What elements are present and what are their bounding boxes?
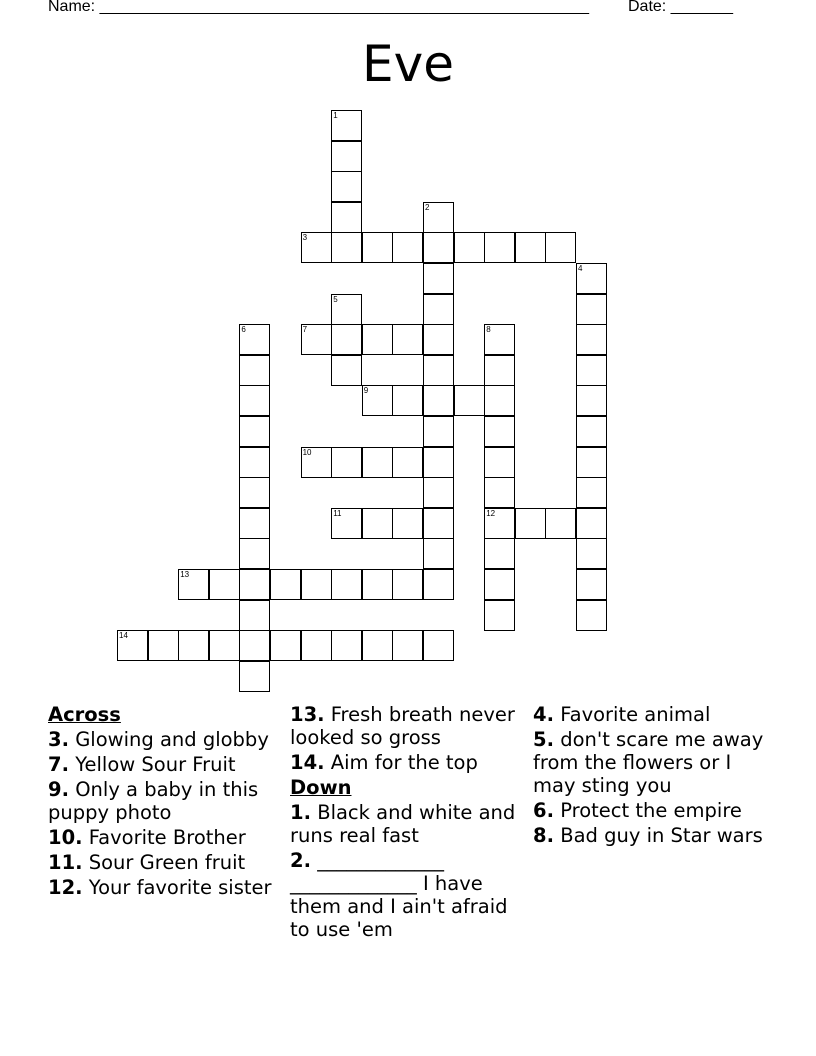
grid-cell[interactable] (362, 385, 393, 416)
grid-cell[interactable] (392, 232, 423, 263)
grid-cell[interactable] (423, 294, 454, 325)
grid-cell[interactable] (423, 385, 454, 416)
grid-cell[interactable] (484, 538, 515, 569)
clues-column-1 (48, 703, 280, 899)
grid-cell[interactable] (423, 447, 454, 478)
grid-cell[interactable] (331, 232, 362, 263)
across-clue-7: 7. Yellow Sour Fruit (48, 753, 236, 776)
cell-number: 6 (241, 325, 246, 335)
grid-cell[interactable] (423, 263, 454, 294)
cell-number: 3 (302, 233, 308, 243)
grid-cell[interactable] (331, 355, 362, 386)
clues-column-3 (533, 703, 773, 847)
grid-cell[interactable] (423, 355, 454, 386)
grid-cell[interactable] (331, 110, 362, 141)
grid-cell[interactable] (423, 630, 454, 661)
grid-cell[interactable] (392, 385, 423, 416)
grid-cell[interactable] (484, 447, 515, 478)
page-title: Eve (362, 35, 454, 93)
grid-cell[interactable] (423, 569, 454, 600)
date-field-label: Date: _______ (628, 0, 733, 15)
grid-cell[interactable] (331, 324, 362, 355)
grid-cell[interactable] (423, 477, 454, 508)
grid-cell[interactable] (362, 232, 393, 263)
grid-cell[interactable] (576, 263, 607, 294)
across-clue-11: 11. Sour Green fruit (48, 851, 246, 874)
grid-cell[interactable] (423, 508, 454, 539)
grid-cell[interactable] (392, 569, 423, 600)
grid-cell[interactable] (301, 232, 332, 263)
grid-cell[interactable] (392, 324, 423, 355)
cell-number: 12 (486, 508, 496, 518)
grid-cell[interactable] (484, 416, 515, 447)
grid-cell[interactable] (301, 569, 332, 600)
grid-cell[interactable] (239, 355, 270, 386)
across-clue-9: 9. Only a baby in this puppy photo (48, 778, 259, 824)
grid-cell[interactable] (239, 600, 270, 631)
across-clue-10: 10. Favorite Brother (48, 826, 246, 849)
grid-cell[interactable] (545, 232, 576, 263)
grid-cell[interactable] (362, 508, 393, 539)
cell-number: 11 (333, 508, 342, 518)
grid-cell[interactable] (515, 232, 546, 263)
across-clue-14: 14. Aim for the top (290, 751, 478, 774)
grid-cell[interactable] (362, 569, 393, 600)
cell-number: 7 (302, 325, 308, 335)
grid-cell[interactable] (454, 385, 485, 416)
grid-cell[interactable] (484, 477, 515, 508)
grid-cell[interactable] (484, 569, 515, 600)
grid-cell[interactable] (301, 447, 332, 478)
grid-cell[interactable] (270, 630, 301, 661)
grid-cell[interactable] (484, 385, 515, 416)
grid-cell[interactable] (239, 477, 270, 508)
grid-cell[interactable] (423, 232, 454, 263)
grid-cell[interactable] (423, 416, 454, 447)
grid-cell[interactable] (576, 324, 607, 355)
grid-cell[interactable] (576, 416, 607, 447)
grid-cell[interactable] (576, 355, 607, 386)
grid-cell[interactable] (209, 630, 240, 661)
across-clue-12: 12. Your favorite sister (48, 876, 272, 899)
grid-cell[interactable] (301, 324, 332, 355)
cell-number: 9 (363, 386, 369, 396)
grid-cell[interactable] (423, 324, 454, 355)
cell-number: 2 (425, 202, 430, 212)
grid-cell[interactable] (331, 630, 362, 661)
grid-cell[interactable] (239, 324, 270, 355)
grid-cell[interactable] (362, 630, 393, 661)
grid-cell[interactable] (331, 569, 362, 600)
cell-number: 1 (333, 111, 338, 120)
grid-cell[interactable] (484, 324, 515, 355)
grid-cell[interactable] (423, 538, 454, 569)
down-clue-4: 4. Favorite animal (533, 703, 711, 726)
cell-number: 10 (302, 447, 312, 457)
grid-cell[interactable] (423, 202, 454, 233)
cell-number: 4 (578, 264, 583, 273)
across-clue-13: 13. Fresh breath never looked so gross (290, 703, 515, 749)
grid-cell[interactable] (576, 385, 607, 416)
grid-cell[interactable] (576, 600, 607, 631)
grid-cell[interactable] (331, 202, 362, 233)
cell-number: 5 (333, 294, 338, 304)
grid-cell[interactable] (576, 294, 607, 325)
grid-cell[interactable] (484, 508, 515, 539)
cell-number: 13 (180, 570, 190, 579)
down-clue-8: 8. Bad guy in Star wars (533, 824, 763, 847)
cell-number: 8 (486, 325, 491, 335)
grid-cell[interactable] (178, 569, 209, 600)
grid-cell[interactable] (392, 447, 423, 478)
grid-cell[interactable] (239, 416, 270, 447)
across-clue-3: 3. Glowing and globby (48, 728, 269, 751)
grid-cell[interactable] (148, 630, 179, 661)
grid-cell[interactable] (239, 630, 270, 661)
down-clue-2: 2. _____________ _____________ I have them and I ain't afraid to use 'em (290, 849, 508, 941)
grid-cell[interactable] (239, 508, 270, 539)
grid-cell[interactable] (331, 141, 362, 172)
grid-cell[interactable] (576, 477, 607, 508)
name-field-label: Name: _______________________________________________________ (48, 0, 589, 15)
grid-cell[interactable] (545, 508, 576, 539)
down-heading: Down (290, 776, 352, 799)
grid-cell[interactable] (362, 324, 393, 355)
grid-cell[interactable] (576, 447, 607, 478)
grid-cell[interactable] (484, 355, 515, 386)
down-clue-1: 1. Black and white and runs real fast (290, 801, 516, 847)
grid-cell[interactable] (178, 630, 209, 661)
grid-cell[interactable] (209, 569, 240, 600)
grid-cell[interactable] (239, 538, 270, 569)
across-heading: Across (48, 703, 121, 726)
grid-cell[interactable] (270, 569, 301, 600)
grid-cell[interactable] (239, 569, 270, 600)
grid-cell[interactable] (392, 630, 423, 661)
grid-cell[interactable] (484, 600, 515, 631)
grid-cell[interactable] (515, 508, 546, 539)
grid-cell[interactable] (331, 508, 362, 539)
grid-cell[interactable] (576, 538, 607, 569)
grid-cell[interactable] (239, 385, 270, 416)
grid-cell[interactable] (484, 232, 515, 263)
grid-cell[interactable] (331, 447, 362, 478)
grid-cell[interactable] (331, 294, 362, 325)
clues-column-2 (290, 703, 526, 941)
grid-cell[interactable] (576, 508, 607, 539)
grid-cell[interactable] (576, 569, 607, 600)
grid-cell[interactable] (301, 630, 332, 661)
grid-cell[interactable] (239, 447, 270, 478)
grid-cell[interactable] (331, 171, 362, 202)
grid-cell[interactable] (117, 630, 148, 661)
grid-cell[interactable] (392, 508, 423, 539)
down-clue-6: 6. Protect the empire (533, 799, 742, 822)
down-clue-5: 5. don't scare me away from the flowers or I may sting you (533, 728, 764, 797)
grid-cell[interactable] (239, 661, 270, 692)
grid-cell[interactable] (362, 447, 393, 478)
cell-number: 14 (119, 631, 128, 641)
grid-cell[interactable] (454, 232, 485, 263)
